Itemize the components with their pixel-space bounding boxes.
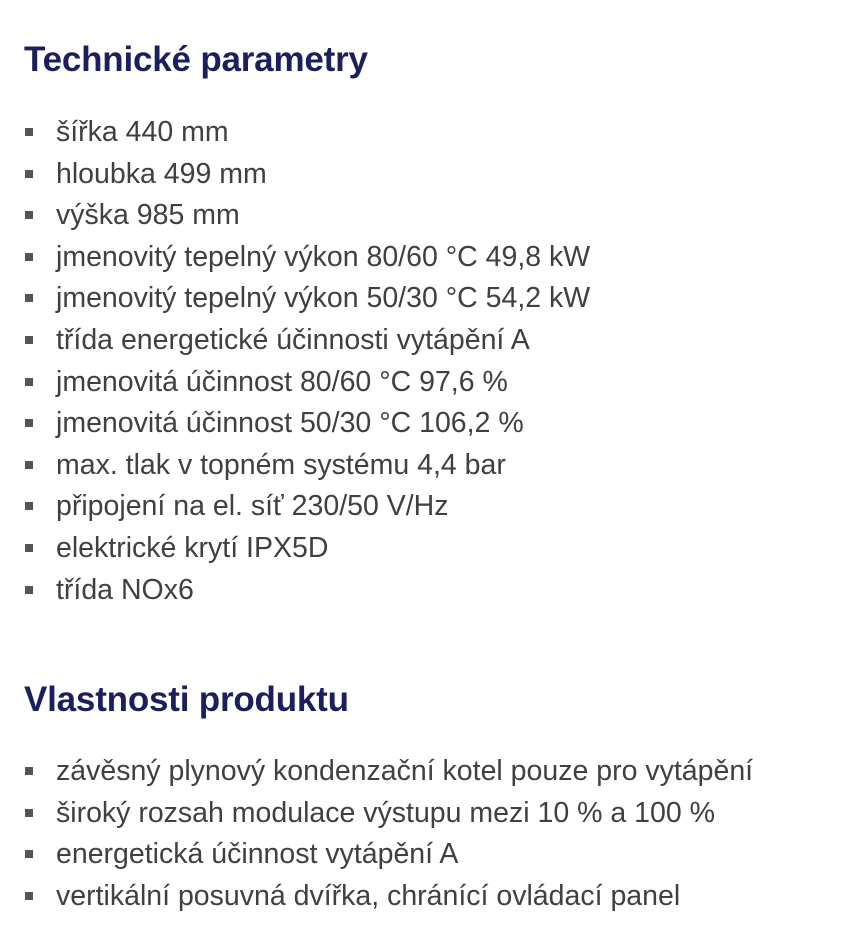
square-bullet-icon: [25, 586, 33, 594]
list-item: [24, 486, 858, 528]
list-item: [24, 751, 858, 793]
square-bullet-icon: [25, 892, 33, 900]
list-item: [24, 154, 858, 196]
square-bullet-icon: [25, 767, 33, 775]
list-item-text: hloubka 499 mm: [56, 157, 267, 190]
list-item: [24, 112, 858, 154]
list-item: [24, 528, 858, 570]
list-item-text: šířka 440 mm: [56, 116, 229, 148]
square-bullet-icon: [25, 253, 33, 261]
list-item: [24, 445, 858, 487]
list-item-text: připojení na el. síť 230/50 V/Hz: [56, 490, 449, 523]
list-item-text: max. tlak v topném systému 4,4 bar: [56, 448, 506, 481]
list-item-text: výška 985 mm: [56, 199, 240, 232]
square-bullet-icon: [25, 419, 33, 427]
square-bullet-icon: [25, 170, 33, 178]
list-item-text: jmenovitý tepelný výkon 80/60 °C 49,8 kW: [56, 240, 591, 273]
list-item-text: závěsný plynový kondenzační kotel pouze pro vytápění: [56, 755, 754, 788]
square-bullet-icon: [25, 461, 33, 469]
list-item: [24, 362, 858, 404]
list-item-text: jmenovitý tepelný výkon 50/30 °C 54,2 kW: [56, 282, 591, 315]
product-properties-list: [24, 751, 858, 917]
technical-parameters-list: [24, 112, 858, 611]
list-item-text: třída energetické účinnosti vytápění A: [56, 323, 530, 356]
square-bullet-icon: [25, 378, 33, 386]
square-bullet-icon: [25, 809, 33, 817]
list-item: [24, 278, 858, 320]
square-bullet-icon: [25, 502, 33, 510]
list-item-text: vertikální posuvná dvířka, chránící ovládací panel: [56, 879, 681, 912]
list-item: [24, 195, 858, 237]
list-item: [24, 834, 858, 876]
list-item: [24, 403, 858, 445]
square-bullet-icon: [25, 336, 33, 344]
list-item-text: jmenovitá účinnost 50/30 °C 106,2 %: [56, 407, 524, 440]
list-item-text: elektrické krytí IPX5D: [56, 531, 329, 564]
square-bullet-icon: [25, 544, 33, 552]
square-bullet-icon: [25, 128, 33, 136]
list-item: [24, 237, 858, 279]
list-item: [24, 320, 858, 362]
list-item: [24, 876, 858, 918]
technical-parameters-section: [24, 38, 858, 611]
product-properties-heading: Vlastnosti produktu: [24, 680, 349, 720]
square-bullet-icon: [25, 294, 33, 302]
square-bullet-icon: [25, 211, 33, 219]
list-item-text: jmenovitá účinnost 80/60 °C 97,6 %: [56, 365, 508, 398]
list-item-text: energetická účinnost vytápění A: [56, 838, 459, 871]
list-item: [24, 793, 858, 835]
list-item-text: široký rozsah modulace výstupu mezi 10 % a 100 %: [56, 796, 715, 829]
technical-parameters-heading: Technické parametry: [24, 40, 368, 79]
list-item: [24, 570, 858, 612]
list-item-text: třída NOx6: [56, 573, 194, 606]
product-properties-section: [24, 678, 858, 917]
square-bullet-icon: [25, 850, 33, 858]
